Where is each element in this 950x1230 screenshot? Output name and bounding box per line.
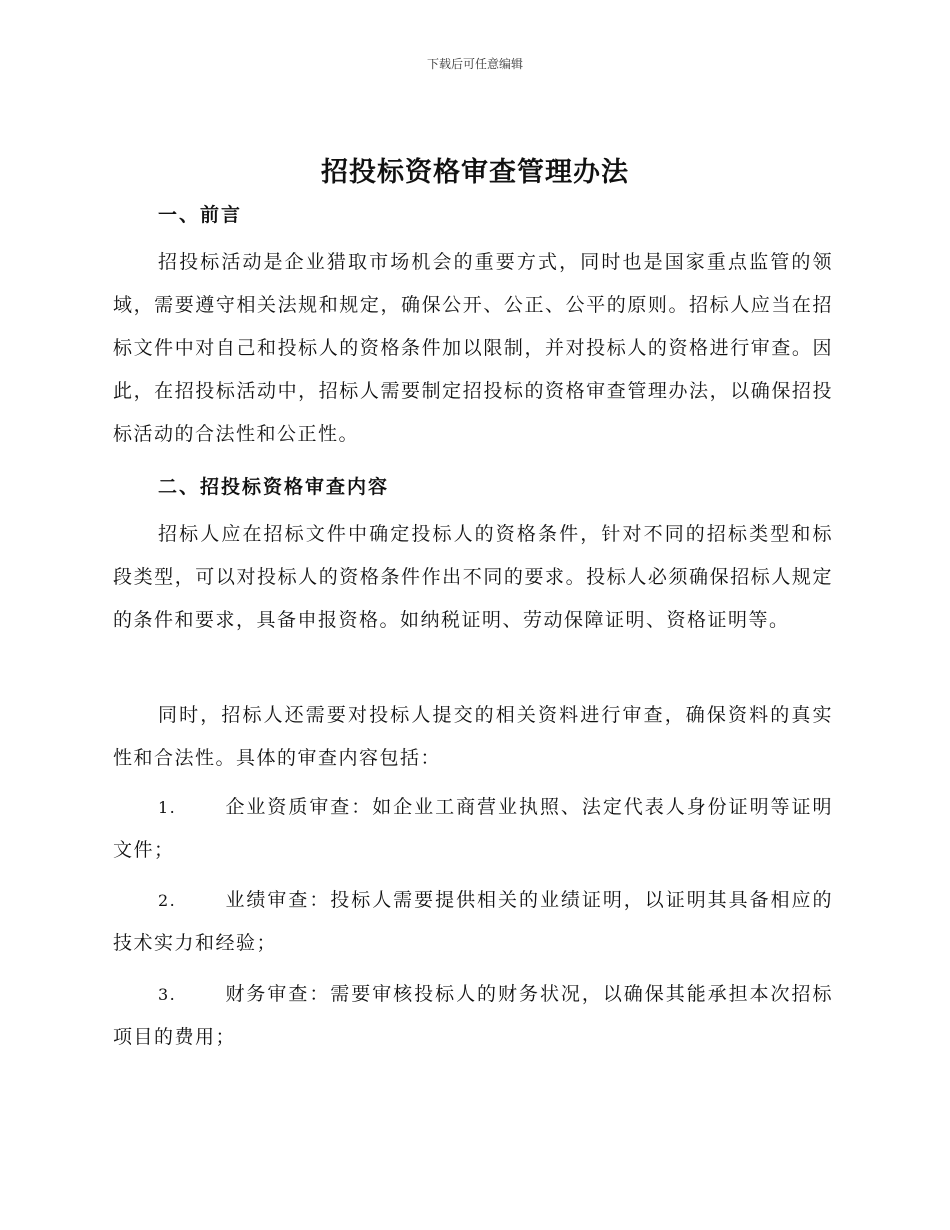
list-item-number: 3. bbox=[158, 985, 177, 1004]
list-item-number: 1. bbox=[158, 798, 177, 817]
list-item-number: 2. bbox=[158, 891, 177, 910]
document-title: 招投标资格审查管理办法 bbox=[321, 157, 629, 188]
preface-paragraph: 招投标活动是企业猎取市场机会的重要方式，同时也是国家重点监管的领域，需要遵守相关法规和规定，确保公开、公正、公平的原则。招标人应当在招标文件中对自己和投标人的资格条件加以限制，并对投标人的资格进行审查。因此，在招投标活动中，招标人需要制定招投标的资格审查管理办法，以确保招投标活动的合法性和公正性。 bbox=[113, 251, 833, 445]
list-item-2 bbox=[113, 879, 833, 965]
list-item-text: 财务审查：需要审核投标人的财务状况，以确保其能承担本次招标项目的费用； bbox=[113, 983, 833, 1048]
list-item-text: 业绩审查：投标人需要提供相关的业绩证明，以证明其具备相应的技术实力和经验； bbox=[113, 889, 833, 954]
section-heading-review-content: 二、招投标资格审查内容 bbox=[158, 476, 390, 498]
list-item-3 bbox=[113, 973, 833, 1059]
list-item-text: 企业资质审查：如企业工商营业执照、法定代表人身份证明等证明文件； bbox=[113, 796, 833, 861]
list-item-1 bbox=[113, 786, 833, 872]
review-paragraph-2: 同时，招标人还需要对投标人提交的相关资料进行审查，确保资料的真实性和合法性。具体的审查内容包括： bbox=[113, 704, 833, 769]
section-heading-preface: 一、前言 bbox=[158, 204, 243, 226]
review-paragraph-1: 招标人应在招标文件中确定投标人的资格条件，针对不同的招标类型和标段类型，可以对投标人的资格条件作出不同的要求。投标人必须确保招标人规定的条件和要求，具备申报资格。如纳税证明、劳动保障证明、资格证明等。 bbox=[113, 523, 833, 631]
header-note: 下载后可任意编辑 bbox=[426, 57, 523, 71]
